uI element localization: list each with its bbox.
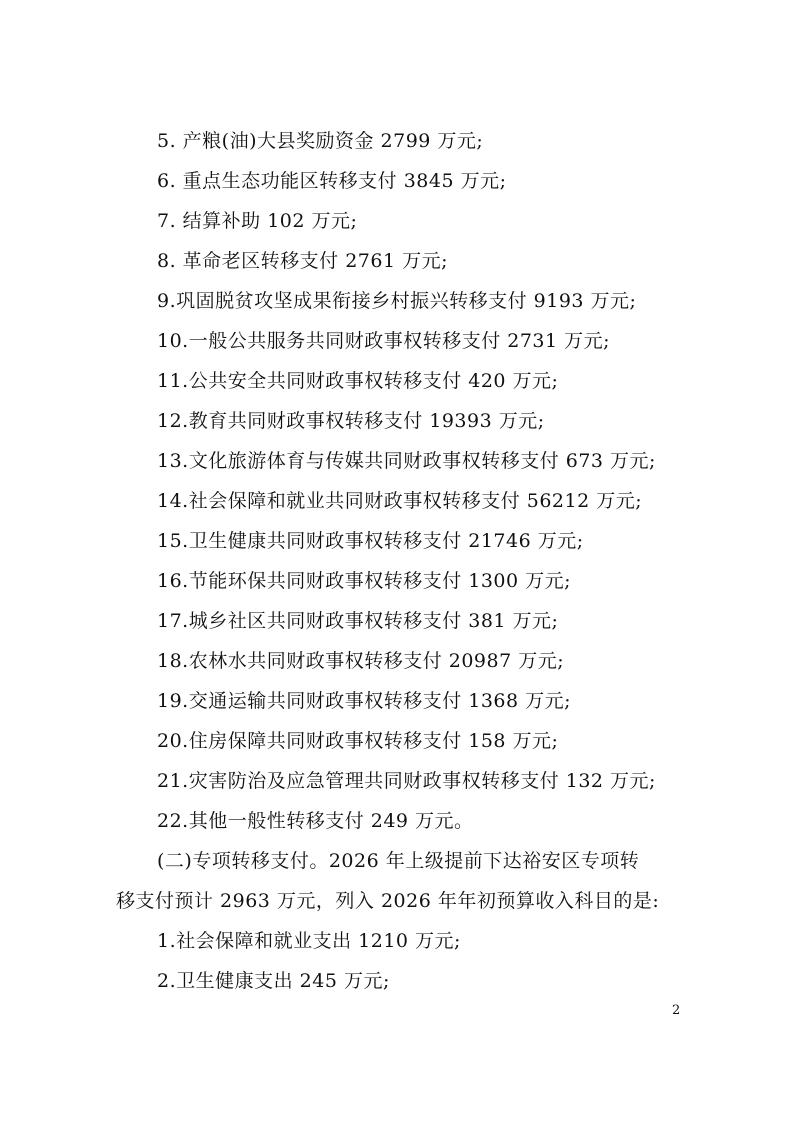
list-item: 7. 结算补助 102 万元;	[157, 210, 358, 232]
list-item: 15.卫生健康共同财政事权转移支付 21746 万元;	[157, 530, 584, 552]
list-item: 5. 产粮(油)大县奖励资金 2799 万元;	[157, 130, 484, 152]
list-item: 20.住房保障共同财政事权转移支付 158 万元;	[157, 730, 559, 752]
list-item: 2.卫生健康支出 245 万元;	[157, 970, 390, 992]
document-body	[116, 121, 686, 1001]
list-item: 21.灾害防治及应急管理共同财政事权转移支付 132 万元;	[157, 770, 656, 792]
list-item: 11.公共安全共同财政事权转移支付 420 万元;	[157, 370, 559, 392]
list-item: 22.其他一般性转移支付 249 万元。	[157, 810, 474, 832]
list-item: 8. 革命老区转移支付 2761 万元;	[157, 250, 449, 272]
special-transfer-paragraph-line-1: (二)专项转移支付。2026 年上级提前下达裕安区专项转	[157, 850, 640, 872]
special-transfer-paragraph-line-2: 移支付预计 2963 万元，列入 2026 年年初预算收入科目的是:	[116, 890, 660, 912]
list-item: 18.农林水共同财政事权转移支付 20987 万元;	[157, 650, 565, 672]
list-item: 10.一般公共服务共同财政事权转移支付 2731 万元;	[157, 330, 611, 352]
list-item: 1.社会保障和就业支出 1210 万元;	[157, 930, 461, 952]
list-item: 14.社会保障和就业共同财政事权转移支付 56212 万元;	[157, 490, 643, 512]
page-number: 2	[672, 1003, 681, 1018]
list-item: 6. 重点生态功能区转移支付 3845 万元;	[157, 170, 507, 192]
list-item: 19.交通运输共同财政事权转移支付 1368 万元;	[157, 690, 572, 712]
list-item: 12.教育共同财政事权转移支付 19393 万元;	[157, 410, 545, 432]
list-item: 17.城乡社区共同财政事权转移支付 381 万元;	[157, 610, 559, 632]
list-item: 13.文化旅游体育与传媒共同财政事权转移支付 673 万元;	[157, 450, 656, 472]
list-item: 9.巩固脱贫攻坚成果衔接乡村振兴转移支付 9193 万元;	[157, 290, 637, 312]
list-item: 16.节能环保共同财政事权转移支付 1300 万元;	[157, 570, 572, 592]
